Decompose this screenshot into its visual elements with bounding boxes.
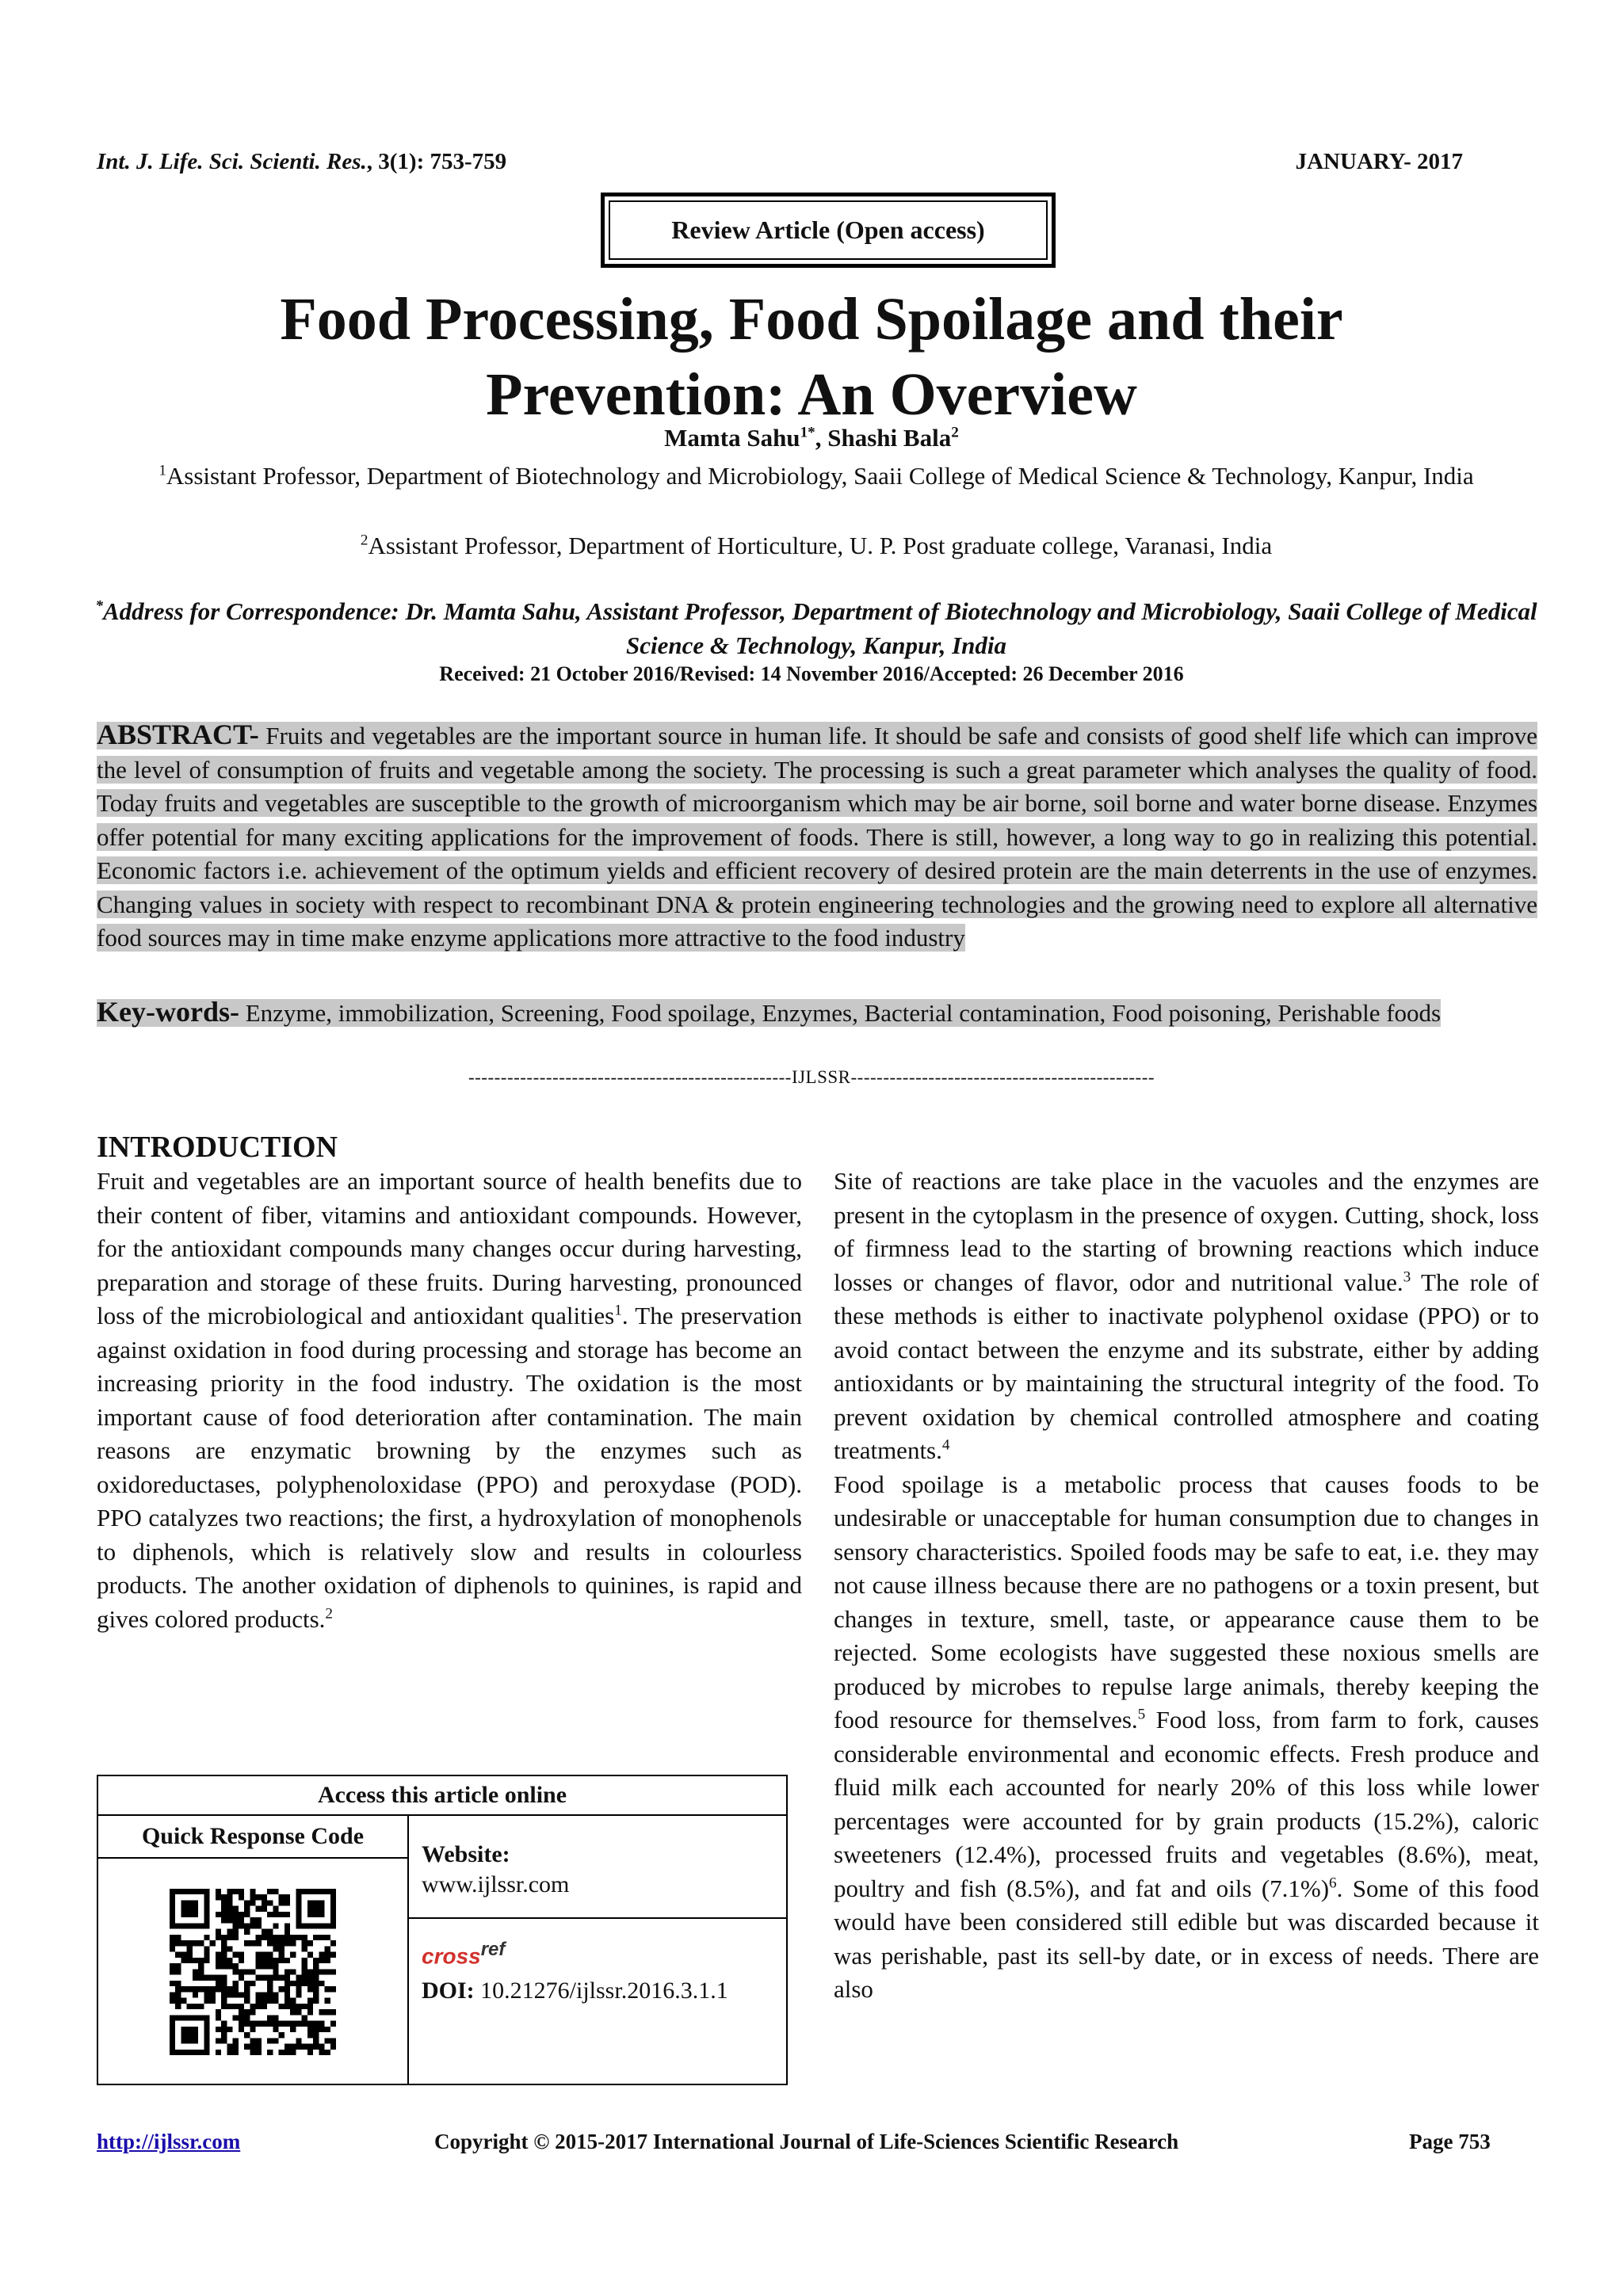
crossref-logo-cross: cross: [422, 1943, 481, 1969]
website-label: Website:: [422, 1841, 510, 1867]
right-text-c: Food spoilage is a metabolic process that causes foods to be undesirable or unacceptable for human consumption due to changes in sensory characteristics. Spoiled foods may be safe to eat, i.e. they may not cause illness because there are no pathogens or a toxin present, but changes in texture, smell, taste, or appearance cause them to be rejected. Some ecologists have suggested these noxious smells are produced by microbes to repulse large animals, thereby keeping the food resource for themselves.: [834, 1470, 1539, 1733]
access-article-box: [97, 1775, 788, 2085]
author-2-affil: 2: [951, 424, 959, 441]
journal-name: Int. J. Life. Sci. Scienti. Res.: [97, 149, 367, 174]
right-text-b: The role of these methods is either to inactivate polyphenol oxidase (PPO) or to avoid contact between the enzyme and its substrate, either by adding antioxidants or by maintaining the structural integrity of the food. To prevent oxidation by chemical controlled atmosphere and coating treatments.: [834, 1268, 1539, 1464]
author-list: [0, 424, 1623, 452]
intro-text-b: . The preservation against oxidation in food during processing and storage has become an increasing priority in the food industry. The oxidation is the most important cause of food deterioration after contamination. The main reasons are enzymatic browning by the enzymes such as oxidoreductases, polyphenoloxidase (PPO) and peroxydase (POD). PPO catalyzes two reactions; the first, a hydroxylation of monophenols to diphenols, which is relatively slow and results in colourless products. The another oxidation of diphenols to quinines, is rapid and gives colored products.: [97, 1302, 802, 1633]
qr-label: Quick Response Code: [98, 1816, 407, 1859]
website-url[interactable]: www.ijlssr.com: [422, 1871, 570, 1897]
right-paragraph-1: [834, 1165, 1539, 1468]
citation-3: 3: [1403, 1268, 1411, 1286]
article-type-badge: [601, 193, 1056, 268]
citation-1: 1: [614, 1302, 622, 1319]
access-box-heading: Access this article online: [98, 1776, 786, 1816]
intro-text-a: Fruit and vegetables are an important source of health benefits due to their content of fiber, vitamins and antioxidant compounds. However, for the antioxidant compounds many changes occur during harvesting, preparation and storage of these fruits. During harvesting, pronounced loss of the microbiological and antioxidant qualities: [97, 1167, 802, 1329]
title-line-1: Food Processing, Food Spoilage and their: [280, 286, 1343, 353]
doi-value[interactable]: 10.21276/ijlssr.2016.3.1.1: [474, 1978, 728, 2004]
affiliation-1-mark: 1: [158, 462, 166, 479]
footer-page-number: Page 753: [1409, 2130, 1491, 2153]
citation-5: 5: [1137, 1706, 1146, 1723]
citation-6: 6: [1329, 1875, 1337, 1892]
doi-label: DOI:: [422, 1978, 475, 2004]
correspondence-mark: *: [95, 597, 103, 615]
paper-title: [0, 282, 1623, 433]
affiliation-2: [103, 529, 1529, 563]
citation-4: 4: [941, 1436, 950, 1454]
footer-copyright: Copyright © 2015-2017 International Journal of Life-Sciences Scientific Research: [434, 2130, 1179, 2153]
affiliation-1-text: Assistant Professor, Department of Biotechnology and Microbiology, Saaii College of Medical Science & Technology, Kanpur, India: [166, 462, 1474, 490]
author-1: Mamta Sahu: [664, 424, 800, 452]
abstract-text: Fruits and vegetables are the important source in human life. It should be safe and consists of good shelf life which can improve the level of consumption of fruits and vegetable among the society. The processing is such a great parameter which analyses the quality of food. Today fruits and vegetables are susceptible to the growth of microorganism which may be air borne, soil borne and water borne disease. Enzymes offer potential for many exciting applications for the improvement of foods. There is still, however, a long way to go in realizing this potential. Economic factors i.e. achievement of the optimum yields and efficient recovery of desired protein are the main deterrents in the use of enzymes. Changing values in society with respect to recombinant DNA & protein engineering technologies and the growing need to explore all alternative food sources may in time make enzyme applications more attractive to the food industry: [97, 722, 1537, 952]
right-text-a: Site of reactions are take place in the vacuoles and the enzymes are present in the cytoplasm in the presence of oxygen. Cutting, shock, loss of firmness lead to the starting of browning reactions which induce losses or changes of flavor, odor and nutritional value.: [834, 1167, 1539, 1296]
affiliation-2-mark: 2: [360, 532, 369, 549]
footer-website-link[interactable]: http://ijlssr.com: [97, 2130, 241, 2153]
correspondence-text: Address for Correspondence: Dr. Mamta Sahu, Assistant Professor, Department of Biotechnology and Microbiology, Saaii College of Medical Science & Technology, Kanpur, India: [103, 597, 1537, 659]
right-text-e: . Some of this food would have been considered still edible but was discarded because it was perishable, past its sell-by date, or in excess of needs. There are also: [834, 1874, 1539, 2003]
website-cell: [409, 1816, 786, 1919]
crossref-logo-ref: ref: [480, 1939, 506, 1960]
journal-citation: [97, 149, 506, 175]
keywords-text: Enzyme, immobilization, Screening, Food spoilage, Enzymes, Bacterial contamination, Food poisoning, Perishable foods: [239, 999, 1442, 1027]
intro-paragraph-1: [97, 1165, 802, 1636]
qr-code[interactable]: [170, 1889, 336, 2055]
author-sep: ,: [815, 424, 828, 452]
crossref-logo[interactable]: [422, 1936, 786, 1970]
doi-cell: [409, 1919, 786, 2004]
right-paragraph-2: [834, 1468, 1539, 2007]
right-column: [834, 1165, 1539, 2007]
keywords-label: Key-words-: [97, 996, 239, 1028]
issue-date: JANUARY- 2017: [1295, 149, 1463, 174]
doi-line: [422, 1978, 786, 2004]
author-1-affil: 1*: [800, 424, 815, 441]
right-text-d: Food loss, from farm to fork, causes considerable environmental and economic effects. Fresh produce and fluid milk each accounted for nearly 20% of this loss while lower percentages were accounted for by grain products (15.2%), caloric sweeteners (12.4%), processed fruits and vegetables (8.6%), meat, poultry and fish (8.5%), and fat and oils (7.1%): [834, 1706, 1539, 1902]
keywords: [97, 995, 1537, 1031]
article-type-label: Review Article (Open access): [609, 200, 1048, 260]
affiliation-1: [103, 460, 1529, 493]
submission-dates: Received: 21 October 2016/Revised: 14 November 2016/Accepted: 26 December 2016: [439, 662, 1184, 685]
introduction-heading: INTRODUCTION: [97, 1131, 338, 1164]
citation-2: 2: [325, 1605, 334, 1623]
journal-volume: , 3(1): 753-759: [366, 149, 507, 174]
correspondence-address: [79, 594, 1553, 662]
affiliation-2-text: Assistant Professor, Department of Horticulture, U. P. Post graduate college, Varanasi, India: [368, 532, 1273, 559]
left-column: [97, 1165, 802, 1636]
abstract-label: ABSTRACT-: [97, 719, 259, 750]
title-line-2: Prevention: An Overview: [486, 361, 1137, 428]
section-divider: --------------------------------------------------IJLSSR-----------------------------------------------: [468, 1067, 1155, 1087]
author-2: Shashi Bala: [827, 424, 952, 452]
abstract: [97, 718, 1537, 955]
